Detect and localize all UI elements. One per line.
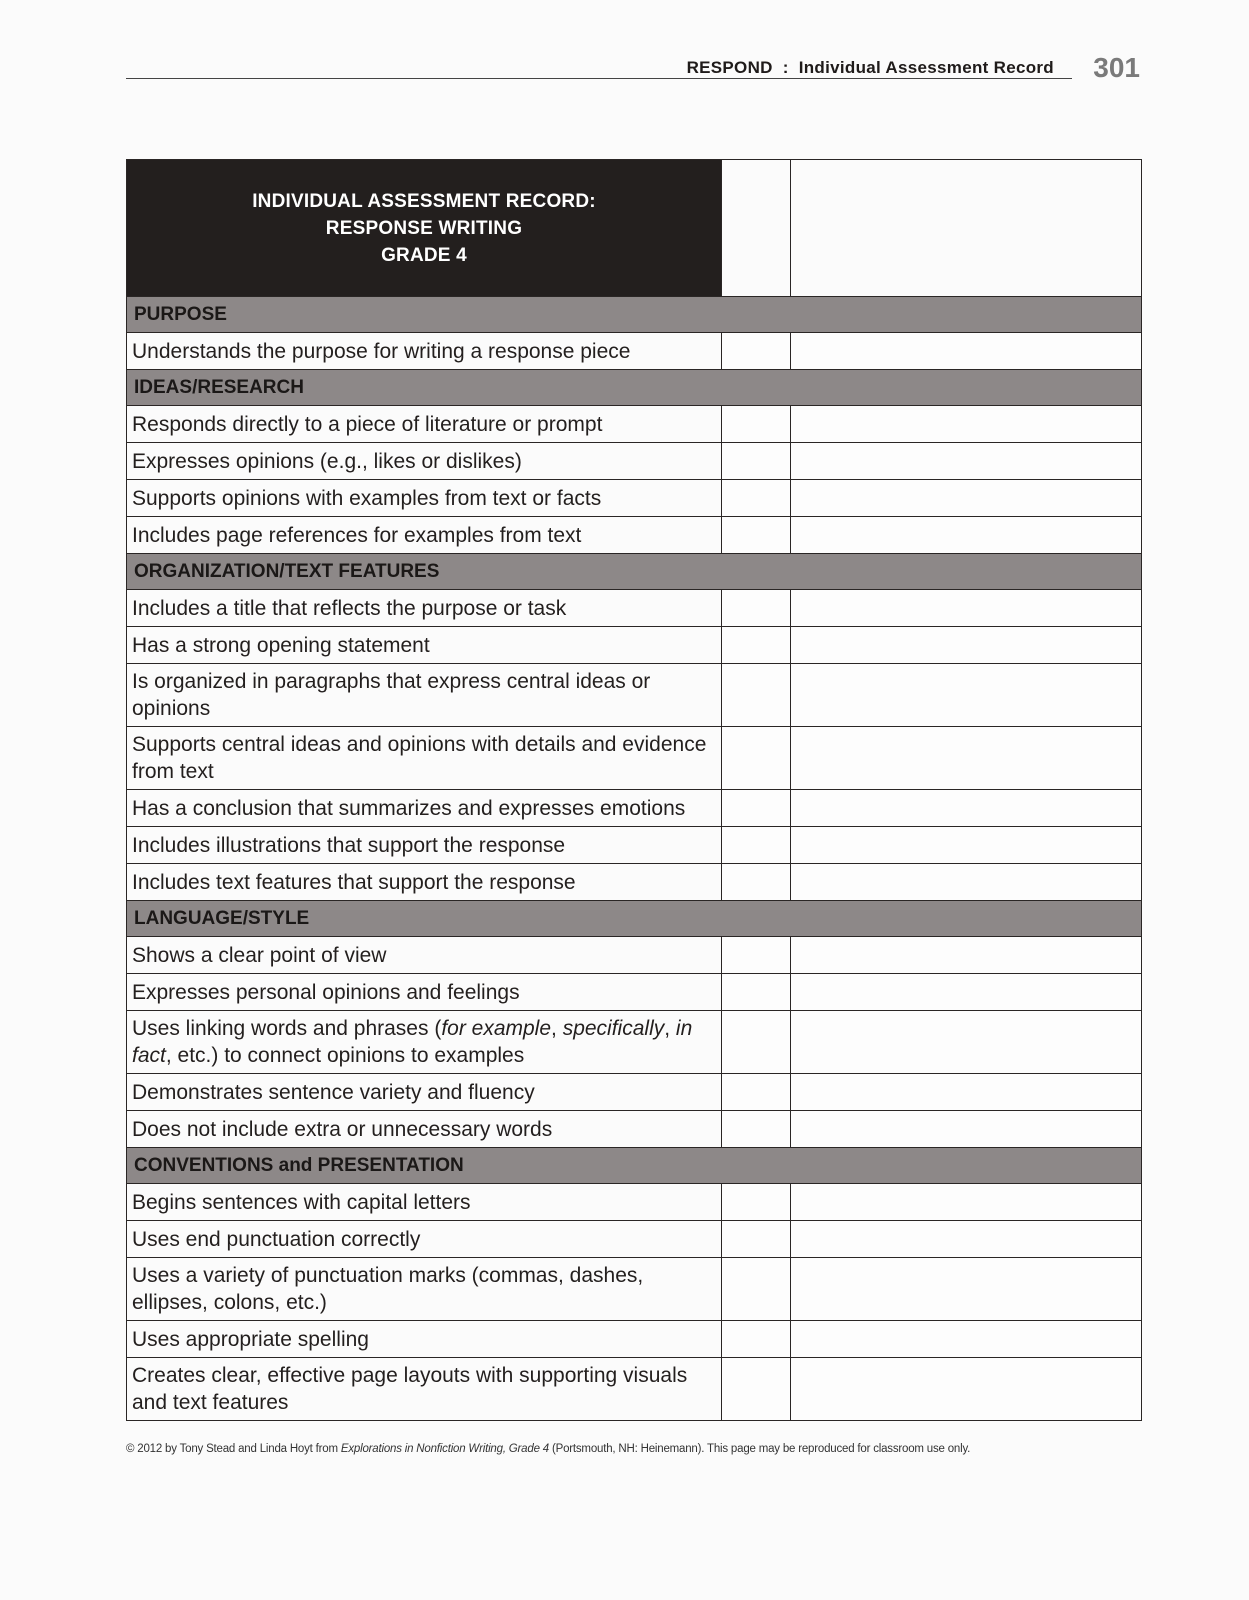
- notes-cell[interactable]: [791, 517, 1142, 554]
- criterion-text-part: in fact: [132, 1017, 693, 1067]
- table-row: [127, 590, 1142, 627]
- section-header-row: [127, 297, 1142, 333]
- criterion-text-part: specifically: [562, 1017, 665, 1040]
- check-cell[interactable]: [722, 443, 791, 480]
- notes-cell[interactable]: [791, 1011, 1142, 1074]
- section-header-row: [127, 1148, 1142, 1184]
- running-head: [687, 58, 1054, 78]
- notes-cell[interactable]: [791, 406, 1142, 443]
- table-title-line: RESPONSE WRITING: [325, 217, 523, 239]
- criterion-text: Includes a title that reflects the purpose or task: [127, 590, 722, 627]
- running-head-section: RESPOND: [686, 58, 773, 77]
- check-cell[interactable]: [722, 937, 791, 974]
- section-header-row: [127, 370, 1142, 406]
- notes-cell[interactable]: [791, 864, 1142, 901]
- notes-cell[interactable]: [791, 664, 1142, 727]
- criterion-text: Responds directly to a piece of literature or prompt: [127, 406, 722, 443]
- criterion-text-part: , etc.) to connect opinions to examples: [165, 1044, 525, 1067]
- notes-cell[interactable]: [791, 590, 1142, 627]
- criterion-text: Supports central ideas and opinions with details and evidence from text: [127, 727, 722, 790]
- criterion-text: Uses end punctuation correctly: [127, 1221, 722, 1258]
- table-title-line: INDIVIDUAL ASSESSMENT RECORD:: [252, 190, 596, 212]
- check-cell[interactable]: [722, 1184, 791, 1221]
- section-heading: IDEAS/RESEARCH: [127, 370, 1142, 406]
- check-cell[interactable]: [722, 664, 791, 727]
- footer-text-part: Explorations in Nonfiction Writing, Grade 4: [340, 1443, 549, 1455]
- criterion-text: Has a strong opening statement: [127, 627, 722, 664]
- table-row: [127, 443, 1142, 480]
- section-heading: ORGANIZATION/TEXT FEATURES: [127, 554, 1142, 590]
- notes-cell[interactable]: [791, 790, 1142, 827]
- criterion-text-part: for example: [441, 1017, 552, 1040]
- running-head-title: Individual Assessment Record: [798, 58, 1054, 77]
- criterion-text: Has a conclusion that summarizes and expresses emotions: [127, 790, 722, 827]
- check-cell[interactable]: [722, 590, 791, 627]
- criterion-text: Uses a variety of punctuation marks (commas, dashes, ellipses, colons, etc.): [127, 1258, 722, 1321]
- criterion-text: Uses appropriate spelling: [127, 1321, 722, 1358]
- check-cell[interactable]: [722, 727, 791, 790]
- table-row: [127, 480, 1142, 517]
- criterion-text: Demonstrates sentence variety and fluency: [127, 1074, 722, 1111]
- criterion-text: Does not include extra or unnecessary words: [127, 1111, 722, 1148]
- notes-cell[interactable]: [791, 1358, 1142, 1421]
- table-row: [127, 937, 1142, 974]
- notes-cell[interactable]: [791, 1111, 1142, 1148]
- table-row: [127, 1358, 1142, 1421]
- criterion-text-part: ,: [664, 1017, 676, 1040]
- check-cell[interactable]: [722, 406, 791, 443]
- table-row: [127, 406, 1142, 443]
- notes-cell[interactable]: [791, 333, 1142, 370]
- table-title-line: GRADE 4: [381, 244, 467, 266]
- check-cell[interactable]: [722, 627, 791, 664]
- page-number: 301: [1093, 52, 1140, 83]
- notes-cell[interactable]: [791, 1184, 1142, 1221]
- section-heading: PURPOSE: [127, 297, 1142, 333]
- check-cell[interactable]: [722, 974, 791, 1011]
- table-row: [127, 974, 1142, 1011]
- criterion-text-part: ,: [551, 1017, 563, 1040]
- table-row: [127, 1221, 1142, 1258]
- table-row: [127, 827, 1142, 864]
- notes-cell[interactable]: [791, 1074, 1142, 1111]
- table-row: [127, 864, 1142, 901]
- check-cell[interactable]: [722, 517, 791, 554]
- notes-cell[interactable]: [791, 937, 1142, 974]
- table-row: [127, 664, 1142, 727]
- criterion-text-part: Uses linking words and phrases (: [132, 1017, 442, 1040]
- criterion-text: Includes illustrations that support the response: [127, 827, 722, 864]
- table-row: [127, 1321, 1142, 1358]
- table-title: [127, 160, 722, 297]
- copyright-footer: [126, 1443, 970, 1455]
- section-heading: LANGUAGE/STYLE: [127, 901, 1142, 937]
- table-row: [127, 1074, 1142, 1111]
- assessment-table: [126, 159, 1142, 1421]
- table-row: [127, 1258, 1142, 1321]
- notes-cell[interactable]: [791, 1321, 1142, 1358]
- notes-cell[interactable]: [791, 974, 1142, 1011]
- check-cell[interactable]: [722, 1258, 791, 1321]
- notes-cell[interactable]: [791, 627, 1142, 664]
- criterion-text: Is organized in paragraphs that express central ideas or opinions: [127, 664, 722, 727]
- footer-text-part: (Portsmouth, NH: Heinemann). This page may be reproduced for classroom use only.: [548, 1443, 971, 1455]
- check-cell[interactable]: [722, 1111, 791, 1148]
- notes-cell[interactable]: [791, 1258, 1142, 1321]
- criterion-text: Expresses opinions (e.g., likes or dislikes): [127, 443, 722, 480]
- section-header-row: [127, 901, 1142, 937]
- criterion-text: Expresses personal opinions and feelings: [127, 974, 722, 1011]
- criterion-text: Supports opinions with examples from text or facts: [127, 480, 722, 517]
- table-title-row: [127, 160, 1142, 297]
- notes-cell[interactable]: [791, 827, 1142, 864]
- check-cell[interactable]: [722, 1321, 791, 1358]
- table-row: [127, 727, 1142, 790]
- criterion-text: Begins sentences with capital letters: [127, 1184, 722, 1221]
- check-cell[interactable]: [722, 790, 791, 827]
- notes-cell-header[interactable]: [791, 160, 1142, 297]
- table-row: [127, 517, 1142, 554]
- check-cell[interactable]: [722, 480, 791, 517]
- check-cell[interactable]: [722, 1221, 791, 1258]
- notes-cell[interactable]: [791, 480, 1142, 517]
- check-cell[interactable]: [722, 1074, 791, 1111]
- table-row: [127, 1184, 1142, 1221]
- table-row: [127, 333, 1142, 370]
- running-head-separator: :: [782, 58, 789, 77]
- footer-text-part: © 2012 by Tony Stead and Linda Hoyt from: [126, 1443, 341, 1455]
- check-cell[interactable]: [722, 333, 791, 370]
- criterion-text: [127, 1011, 722, 1074]
- criterion-text: Creates clear, effective page layouts with supporting visuals and text features: [127, 1358, 722, 1421]
- table-row: [127, 627, 1142, 664]
- header-rule: [126, 78, 1072, 79]
- section-heading: CONVENTIONS and PRESENTATION: [127, 1148, 1142, 1184]
- check-cell[interactable]: [722, 1011, 791, 1074]
- criterion-text: Understands the purpose for writing a response piece: [127, 333, 722, 370]
- check-cell-header[interactable]: [722, 160, 791, 297]
- check-cell[interactable]: [722, 1358, 791, 1421]
- table-row: [127, 1111, 1142, 1148]
- notes-cell[interactable]: [791, 727, 1142, 790]
- criterion-text: Includes page references for examples from text: [127, 517, 722, 554]
- section-header-row: [127, 554, 1142, 590]
- table-row: [127, 1011, 1142, 1074]
- page-header: [126, 52, 1140, 88]
- criterion-text: Shows a clear point of view: [127, 937, 722, 974]
- check-cell[interactable]: [722, 864, 791, 901]
- notes-cell[interactable]: [791, 1221, 1142, 1258]
- notes-cell[interactable]: [791, 443, 1142, 480]
- check-cell[interactable]: [722, 827, 791, 864]
- table-row: [127, 790, 1142, 827]
- criterion-text: Includes text features that support the response: [127, 864, 722, 901]
